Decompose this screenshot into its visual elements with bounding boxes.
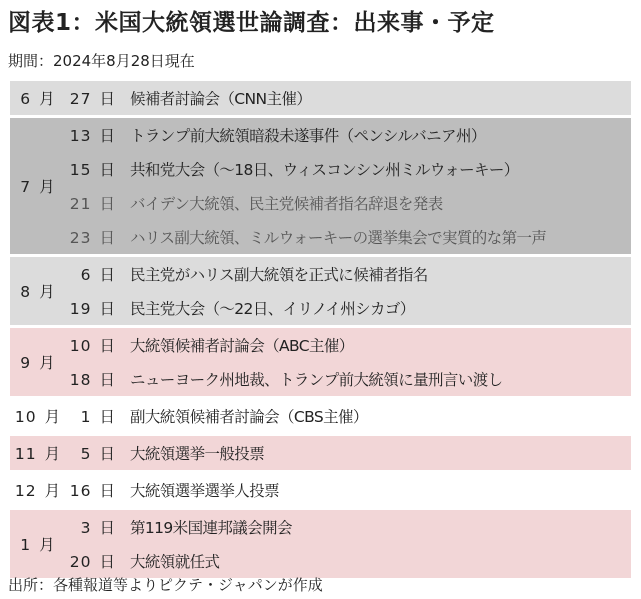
month-number: 10 [14, 408, 37, 426]
day-cell [66, 254, 124, 291]
day-unit: 日 [99, 337, 116, 355]
day-number: 1 [80, 408, 92, 426]
page-title: 図表1：米国大統領選世論調査：出来事・予定 [8, 10, 495, 36]
day-number: 6 [80, 266, 92, 284]
day-cell [66, 470, 124, 507]
day-unit: 日 [99, 408, 116, 426]
event-description: ハリス副大統領、ミルウォーキーの選挙集会で実質的な第一声 [124, 220, 631, 254]
day-cell [66, 152, 124, 186]
schedule-row [10, 152, 631, 186]
day-unit: 日 [99, 229, 116, 247]
event-description: 大統領選挙選挙人投票 [124, 470, 631, 507]
day-cell [66, 507, 124, 544]
day-number: 20 [69, 553, 92, 571]
schedule-row [10, 325, 631, 362]
schedule-row [10, 433, 631, 470]
schedule-row [10, 291, 631, 325]
day-cell [66, 544, 124, 578]
month-cell [10, 254, 66, 325]
day-number: 21 [69, 195, 92, 213]
day-number: 23 [69, 229, 92, 247]
month-unit: 月 [44, 445, 62, 463]
day-cell [66, 81, 124, 115]
day-cell [66, 433, 124, 470]
schedule-row [10, 81, 631, 115]
month-number: 11 [14, 445, 37, 463]
month-unit: 月 [39, 178, 56, 196]
schedule-row [10, 220, 631, 254]
month-cell [10, 470, 66, 507]
day-cell [66, 291, 124, 325]
month-number: 7 [20, 178, 32, 196]
month-cell [10, 115, 66, 254]
event-description: 民主党大会（～22日、イリノイ州シカゴ） [124, 291, 631, 325]
schedule-body [10, 81, 631, 578]
schedule-table [10, 81, 631, 578]
day-number: 16 [69, 482, 92, 500]
schedule-row [10, 362, 631, 396]
day-unit: 日 [99, 195, 116, 213]
month-unit: 月 [39, 283, 56, 301]
day-number: 10 [69, 337, 92, 355]
month-unit: 月 [44, 482, 62, 500]
day-number: 3 [80, 519, 92, 537]
day-unit: 日 [99, 161, 116, 179]
source-note: 出所：各種報道等よりピクテ・ジャパンが作成 [8, 576, 323, 594]
schedule-row [10, 186, 631, 220]
day-unit: 日 [99, 371, 116, 389]
event-description: 大統領就任式 [124, 544, 631, 578]
event-description: トランプ前大統領暗殺未遂事件（ペンシルバニア州） [124, 115, 631, 152]
month-number: 1 [20, 536, 32, 554]
month-number: 9 [20, 354, 32, 372]
day-cell [66, 396, 124, 433]
day-cell [66, 186, 124, 220]
day-number: 19 [69, 300, 92, 318]
month-number: 8 [20, 283, 32, 301]
schedule-row [10, 396, 631, 433]
day-unit: 日 [99, 90, 116, 108]
schedule-row [10, 470, 631, 507]
event-description: ニューヨーク州地裁、トランプ前大統領に量刑言い渡し [124, 362, 631, 396]
day-number: 13 [69, 127, 92, 145]
day-cell [66, 115, 124, 152]
day-number: 27 [69, 90, 92, 108]
month-number: 6 [20, 90, 32, 108]
event-description: バイデン大統領、民主党候補者指名辞退を発表 [124, 186, 631, 220]
day-unit: 日 [99, 482, 116, 500]
day-number: 15 [69, 161, 92, 179]
event-description: 大統領候補者討論会（ABC主催） [124, 325, 631, 362]
schedule-row [10, 115, 631, 152]
day-unit: 日 [99, 266, 116, 284]
month-number: 12 [14, 482, 37, 500]
schedule-row [10, 507, 631, 544]
month-unit: 月 [39, 90, 56, 108]
day-cell [66, 325, 124, 362]
event-description: 第119米国連邦議会開会 [124, 507, 631, 544]
day-unit: 日 [99, 300, 116, 318]
day-number: 18 [69, 371, 92, 389]
event-description: 副大統領候補者討論会（CBS主催） [124, 396, 631, 433]
as-of-date: 期間：2024年8月28日現在 [8, 52, 195, 70]
month-unit: 月 [39, 536, 56, 554]
schedule-row [10, 544, 631, 578]
month-cell [10, 325, 66, 396]
month-cell [10, 81, 66, 115]
month-unit: 月 [39, 354, 56, 372]
event-description: 民主党がハリス副大統領を正式に候補者指名 [124, 254, 631, 291]
month-cell [10, 396, 66, 433]
day-cell [66, 220, 124, 254]
day-number: 5 [80, 445, 92, 463]
day-unit: 日 [99, 445, 116, 463]
event-description: 大統領選挙一般投票 [124, 433, 631, 470]
day-cell [66, 362, 124, 396]
month-cell [10, 433, 66, 470]
day-unit: 日 [99, 553, 116, 571]
month-cell [10, 507, 66, 578]
month-unit: 月 [44, 408, 62, 426]
day-unit: 日 [99, 519, 116, 537]
schedule-row [10, 254, 631, 291]
event-description: 共和党大会（～18日、ウィスコンシン州ミルウォーキー） [124, 152, 631, 186]
event-description: 候補者討論会（CNN主催） [124, 81, 631, 115]
day-unit: 日 [99, 127, 116, 145]
